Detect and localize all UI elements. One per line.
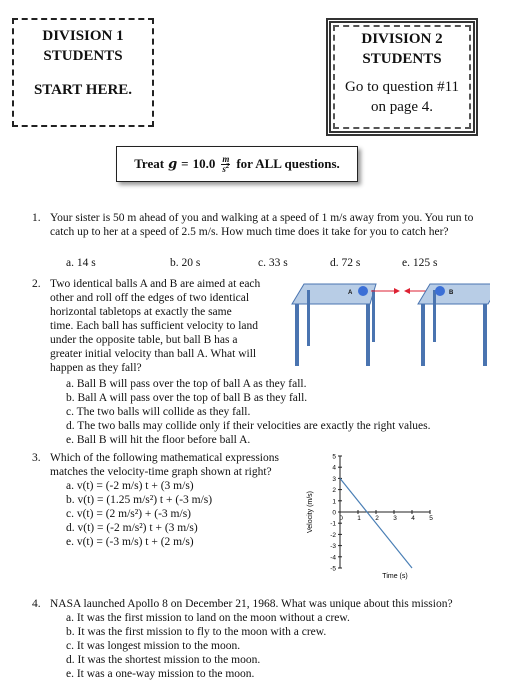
- q2-option-c[interactable]: c. The two balls will collide as they fall.: [66, 406, 251, 418]
- velocity-time-graph: [298, 448, 448, 583]
- chart-x-label: Time (s): [382, 573, 408, 580]
- division-2-instruction-2: on page 4.: [370, 99, 434, 115]
- q2-line: time. Each ball has sufficient velocity to land: [50, 320, 259, 332]
- chart-lines: [340, 478, 412, 568]
- tables-illustration: [290, 280, 490, 380]
- gravity-prefix: Treat: [134, 156, 165, 171]
- y-tick-label: 5: [332, 453, 336, 461]
- gravity-symbol: g: [168, 156, 178, 172]
- q1-option-d[interactable]: d. 72 s: [330, 257, 361, 269]
- left-table-leg: [366, 304, 370, 366]
- division-2-title: DIVISION 2: [361, 31, 443, 47]
- q4-text: NASA launched Apollo 8 on December 21, 1968. What was unique about this mission?: [50, 598, 453, 610]
- x-tick-label: 4: [411, 515, 415, 522]
- q1-text: Your sister is 50 m ahead of you and walking at a speed of 1 m/s away from you. You run to catch up to her at a speed of 2.5 m/s. How much time does it take for you to catch her?: [50, 212, 474, 238]
- ball-b-arrowhead: [404, 288, 410, 294]
- q4-option-c[interactable]: c. It was longest mission to the moon.: [66, 640, 241, 652]
- left-table-leg: [372, 290, 375, 342]
- division-2-instruction-1: Go to question #11: [344, 79, 460, 95]
- division-1-title: DIVISION 1: [42, 28, 124, 44]
- division-2-box: [326, 18, 478, 136]
- gravity-suffix: for ALL questions.: [236, 156, 340, 171]
- left-table-leg: [295, 304, 299, 366]
- q2-line: horizontal tabletops at exactly the same: [50, 306, 232, 318]
- ball-a-label: A: [348, 290, 353, 296]
- q4-option-e[interactable]: e. It was a one-way mission to the moon.: [66, 668, 255, 680]
- x-tick-label: 3: [393, 515, 397, 522]
- q3-line: Which of the following mathematical expressions: [50, 452, 279, 464]
- q1-option-c[interactable]: c. 33 s: [258, 257, 288, 269]
- division-1-instruction: START HERE.: [33, 82, 133, 98]
- q2-option-b[interactable]: b. Ball A will pass over the top of ball B as they fall.: [66, 392, 308, 404]
- x-tick-label: 5: [429, 515, 433, 522]
- y-tick-label: -5: [330, 565, 336, 573]
- q3-option-c[interactable]: c. v(t) = (2 m/s²) + (-3 m/s): [66, 508, 192, 520]
- q3-text: [50, 451, 310, 479]
- gravity-unit: [221, 155, 230, 174]
- right-table-leg: [421, 304, 425, 366]
- division-1-subtitle: STUDENTS: [43, 48, 123, 64]
- ball-a-arrowhead: [394, 288, 400, 294]
- q2-line: other and roll off the edges of two identical: [50, 292, 250, 304]
- gravity-unit-den: $s^2$: [222, 161, 230, 174]
- y-tick-label: -2: [330, 531, 336, 539]
- q2-line: happen as they fall?: [50, 362, 142, 374]
- y-tick-label: -4: [330, 554, 336, 562]
- q3-option-d[interactable]: d. v(t) = (-2 m/s²) t + (3 m/s): [66, 522, 198, 534]
- y-tick-label: -3: [330, 543, 336, 551]
- division-1-box: [12, 18, 154, 127]
- division-2-subtitle: STUDENTS: [362, 51, 442, 67]
- q4-option-a[interactable]: a. It was the first mission to land on the moon without a crew.: [66, 612, 350, 624]
- q1-option-e[interactable]: e. 125 s: [402, 257, 438, 269]
- y-tick-label: 1: [332, 498, 336, 506]
- q3-option-a[interactable]: a. v(t) = (-2 m/s) t + (3 m/s): [66, 480, 194, 492]
- gravity-instruction-box: [116, 146, 358, 182]
- x-tick-label: 2: [375, 515, 379, 522]
- chart-y-label: Velocity (m/s): [307, 490, 314, 534]
- q2-line: greater initial velocity than ball A. What will: [50, 348, 257, 360]
- q2-option-d[interactable]: d. The two balls may collide only if their velocities are exactly the right values.: [66, 420, 431, 432]
- gravity-value: 10.0: [192, 156, 216, 171]
- y-tick-label: 2: [332, 487, 336, 495]
- q2-line: under the opposite table, but ball B has a: [50, 334, 238, 346]
- y-tick-label: 3: [332, 475, 336, 483]
- x-tick-label: 0: [339, 515, 343, 522]
- q3-number: 3.: [32, 452, 41, 464]
- q2-option-a[interactable]: a. Ball B will pass over the top of ball A as they fall.: [66, 378, 307, 390]
- q2-option-e[interactable]: e. Ball B will hit the floor before ball A.: [66, 434, 251, 446]
- q2-text: [50, 277, 290, 375]
- ball-b-label: B: [449, 290, 454, 296]
- ball-a: [358, 286, 368, 296]
- right-table-leg: [433, 290, 436, 342]
- q2-line: Two identical balls A and B are aimed at each: [50, 278, 261, 290]
- x-tick-label: 1: [357, 515, 361, 522]
- q4-option-b[interactable]: b. It was the first mission to fly to the moon with a crew.: [66, 626, 327, 638]
- q4-option-d[interactable]: d. It was the shortest mission to the moon.: [66, 654, 261, 666]
- q1-number: 1.: [32, 212, 41, 224]
- ball-b: [435, 286, 445, 296]
- y-tick-label: -1: [330, 520, 336, 528]
- q1-option-a[interactable]: a. 14 s: [66, 257, 96, 269]
- chart-ticks: [330, 454, 433, 573]
- gravity-equals: =: [181, 156, 189, 171]
- q3-option-b[interactable]: b. v(t) = (1.25 m/s²) t + (-3 m/s): [66, 494, 213, 506]
- q3-line: matches the velocity-time graph shown at right?: [50, 466, 272, 478]
- y-tick-label: 0: [332, 509, 336, 517]
- q3-option-e[interactable]: e. v(t) = (-3 m/s) t + (2 m/s): [66, 536, 194, 548]
- y-tick-label: 4: [332, 464, 336, 472]
- gravity-unit-num: m: [222, 153, 230, 164]
- q2-number: 2.: [32, 278, 41, 290]
- right-table-leg: [483, 304, 487, 366]
- q1-option-b[interactable]: b. 20 s: [170, 257, 201, 269]
- q4-number: 4.: [32, 598, 41, 610]
- left-table-leg: [307, 290, 310, 346]
- velocity-series-line: [340, 478, 412, 568]
- right-tabletop: [418, 284, 490, 304]
